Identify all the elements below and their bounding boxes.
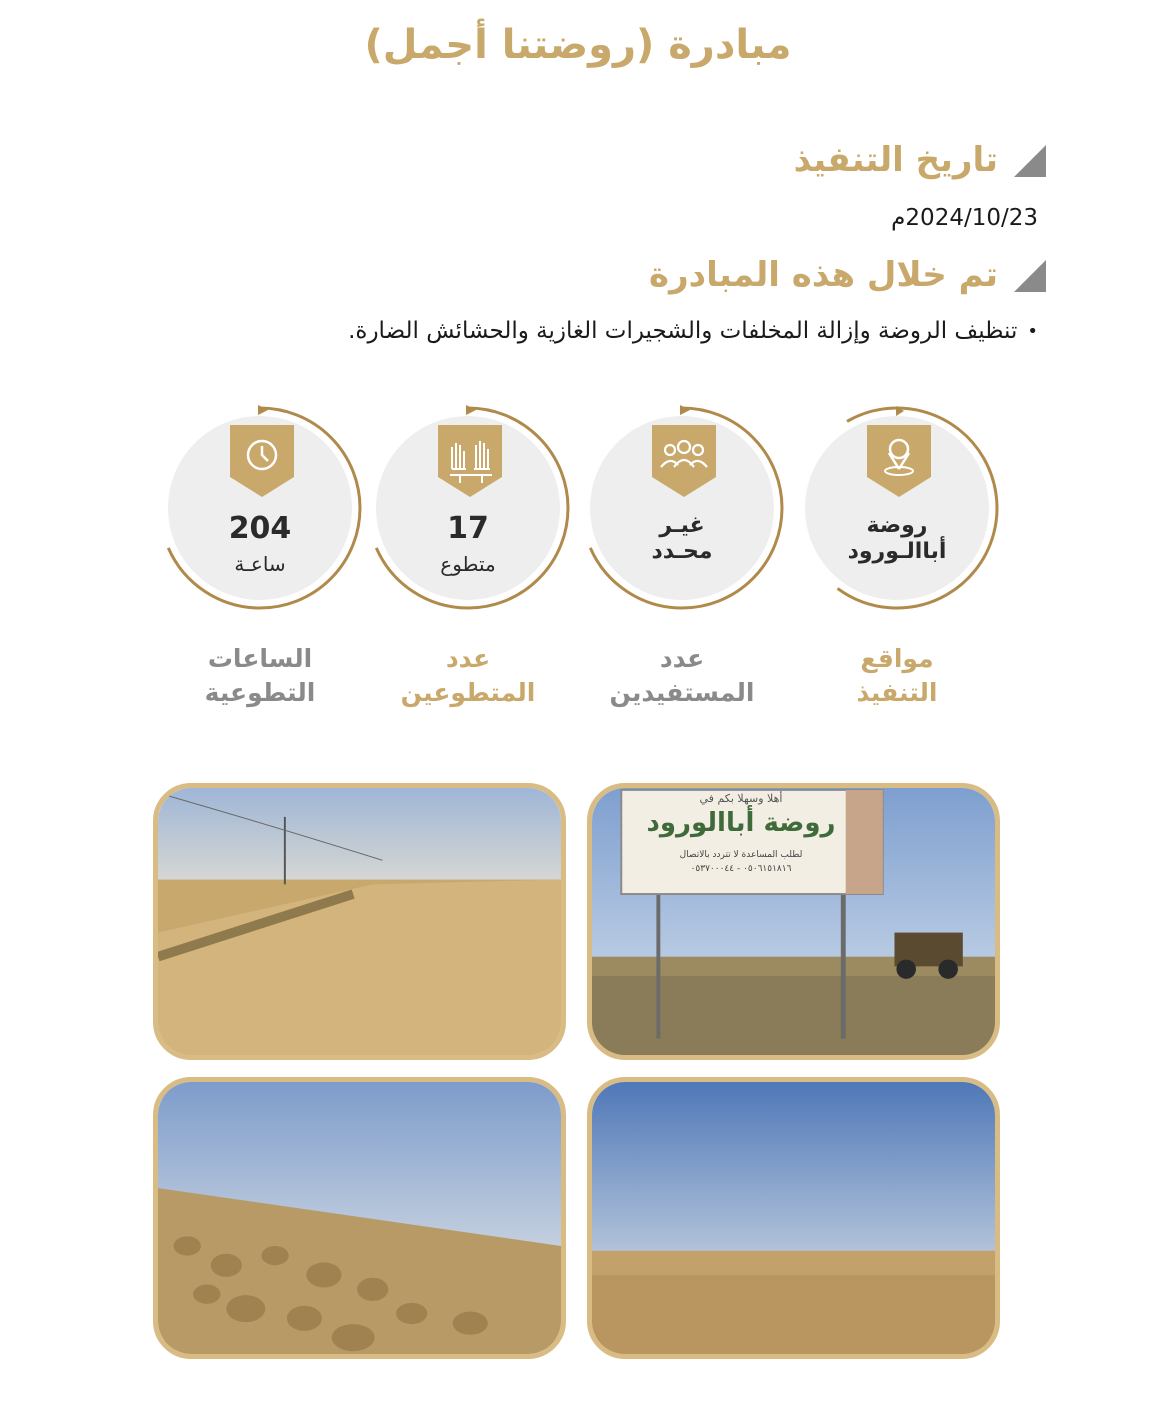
stat-value — [577, 513, 787, 565]
photo-cleared-path — [153, 783, 566, 1060]
stat-hours — [155, 403, 365, 613]
stat-beneficiaries — [577, 403, 787, 613]
stat-location — [792, 403, 1002, 613]
sign-top-text: أهلا وسهلا بكم في — [699, 792, 783, 805]
cleared-path-photo-image — [158, 788, 561, 1055]
stat-label-beneficiaries — [577, 642, 787, 710]
label-line1: عدد — [659, 644, 705, 673]
triangle-marker-icon — [1012, 143, 1046, 177]
sign-note: لطلب المساعدة لا تتردد بالاتصال — [679, 850, 803, 860]
execution-date: 2024/10/23م — [891, 205, 1038, 231]
activities-heading: تم خلال هذه المبادرة — [649, 255, 998, 295]
stat-value: 204 — [228, 511, 292, 546]
photo-sign — [587, 783, 1000, 1060]
photo-open-field — [587, 1077, 1000, 1359]
stat-label-location — [792, 642, 1002, 710]
label-line2: المستفيدين — [609, 678, 755, 707]
stat-value-line1: غيـر — [659, 513, 705, 538]
activity-text: تنظيف الروضة وإزالة المخلفات والشجيرات الغازية والحشائش الضارة. — [348, 318, 1018, 344]
sign-title: روضة أباالورود — [646, 808, 836, 838]
section-activities-heading — [649, 255, 1046, 295]
stat-volunteers — [363, 403, 573, 613]
section-date-heading — [794, 140, 1046, 180]
location-pin-icon — [867, 425, 931, 497]
stat-value — [792, 513, 1002, 565]
stat-value-line1: روضة — [866, 513, 928, 538]
stat-value: 17 — [447, 511, 489, 546]
clock-icon — [230, 425, 294, 497]
stat-value-line2: محـدد — [651, 539, 713, 564]
shrubs-photo-image — [158, 1082, 561, 1354]
stat-label-hours — [155, 642, 365, 710]
stat-value-line2: أباالـورود — [847, 539, 947, 564]
page-title: مبادرة (روضتنا أجمل) — [364, 22, 792, 68]
people-group-icon — [652, 425, 716, 497]
bullet-icon: • — [1027, 320, 1038, 342]
sign-phones: ٠٥٠٦١٥١٨١٦ - ٠٥٣٧٠٠٠٤٤ — [690, 864, 792, 874]
label-line1: عدد — [445, 644, 491, 673]
label-line2: التطوعية — [204, 678, 316, 707]
label-line1: مواقع — [860, 644, 934, 673]
raised-hands-icon — [438, 425, 502, 497]
open-field-photo-image — [592, 1082, 995, 1354]
triangle-marker-icon — [1012, 258, 1046, 292]
photo-shrubs — [153, 1077, 566, 1359]
date-heading: تاريخ التنفيذ — [793, 140, 998, 180]
label-line2: المتطوعين — [400, 678, 536, 707]
label-line2: التنفيذ — [856, 678, 938, 707]
activity-list-item — [348, 318, 1038, 344]
label-line1: الساعات — [207, 644, 313, 673]
stat-unit: ساعـة — [234, 552, 286, 576]
stat-label-volunteers — [363, 642, 573, 710]
stat-unit: متطوع — [440, 552, 496, 576]
